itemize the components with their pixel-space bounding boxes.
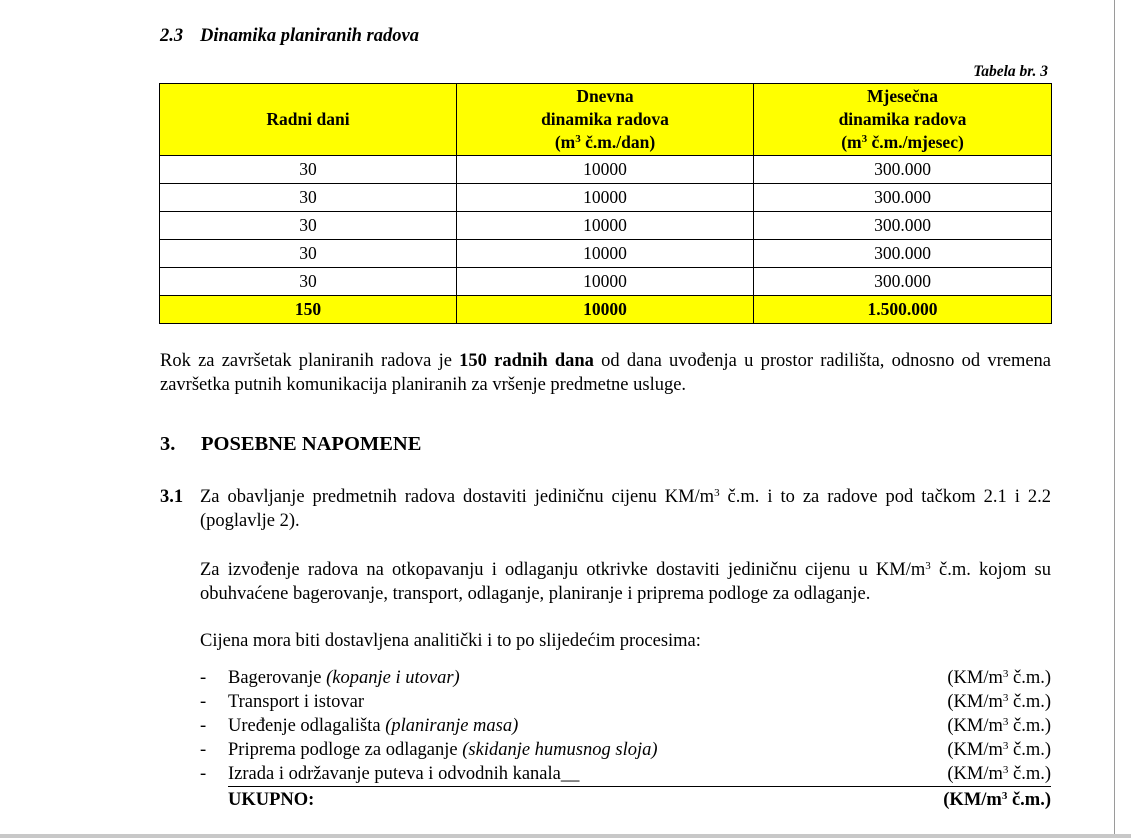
header-monthly-unit: ($m^3$ č.m./mjesec) (841, 132, 964, 152)
table-row (160, 268, 1052, 296)
header-daily-line1: Dnevna (576, 86, 634, 106)
cell-days: 30 (160, 212, 457, 240)
total-row (200, 788, 1051, 812)
cell-daily: 10000 (457, 268, 754, 296)
table-row (160, 212, 1052, 240)
cell-monthly: 300.000 (754, 184, 1052, 212)
subsection-number: 3.1 (160, 487, 184, 507)
header-monthly-line2: dinamika radova (838, 109, 967, 129)
list-item (200, 714, 1051, 738)
header-working-days: Radni dani (160, 84, 457, 156)
process-label: Izrada i održavanje puteva i odvodnih kanala__ (228, 764, 580, 784)
process-unit: ($KM/m^3$ č.m.) (947, 764, 1051, 784)
heading-posebne-napomene (160, 433, 421, 456)
process-label: Transport i istovar (228, 692, 365, 712)
process-label: Priprema podloge za odlaganje (skidanje humusnog sloja) (228, 740, 658, 760)
cell-daily: 10000 (457, 212, 754, 240)
process-label: Bagerovanje (kopanje i utovar) (228, 668, 460, 688)
list-dash: - (200, 764, 207, 784)
section-title-text: Dinamika planiranih radova (200, 26, 419, 46)
cell-monthly: 300.000 (754, 268, 1052, 296)
list-item (200, 738, 1051, 762)
cell-monthly: 300.000 (754, 240, 1052, 268)
total-daily: 10000 (457, 296, 754, 324)
cell-daily: 10000 (457, 184, 754, 212)
table-total-row (160, 296, 1052, 324)
table-caption: Tabela br. 3 (973, 63, 1048, 80)
list-item (200, 762, 1051, 786)
list-item (200, 690, 1051, 714)
header-monthly-line1: Mjesečna (867, 86, 938, 106)
deadline-paragraph: Rok za završetak planiranih radova je 150 radnih dana od dana uvođenja u prostor radilišta, odnosno od vremena završetka putnih komunikacija planiranih za vršenje predmetne usluge. (160, 351, 1052, 395)
cell-daily: 10000 (457, 156, 754, 184)
process-unit: ($KM/m^3$ č.m.) (947, 740, 1051, 760)
list-dash: - (200, 716, 207, 736)
table-row (160, 240, 1052, 268)
page-bottom-edge (0, 834, 1131, 838)
cell-monthly: 300.000 (754, 212, 1052, 240)
cell-days: 30 (160, 184, 457, 212)
table-row (160, 156, 1052, 184)
process-label: Uređenje odlagališta (planiranje masa) (228, 716, 519, 736)
heading-number: 3. (160, 433, 176, 455)
list-dash: - (200, 692, 207, 712)
list-dash: - (200, 668, 207, 688)
paragraph-excavation: Za izvođenje radova na otkopavanju i odlaganju otkrivke dostaviti jediničnu cijenu u $KM/m^3$ č.m. kojom su obuhvaćene bagerovanje, transport, odlaganje, planiranje i priprema podloge za odlaganje. (200, 560, 1051, 604)
cell-daily: 10000 (457, 240, 754, 268)
cell-days: 30 (160, 240, 457, 268)
deadline-days: 150 radnih dana (459, 351, 594, 371)
header-daily-dynamics (457, 84, 754, 156)
header-daily-line2: dinamika radova (541, 109, 669, 129)
vertical-scrollbar[interactable] (1114, 0, 1131, 838)
paragraph-unit-price: Za obavljanje predmetnih radova dostaviti jediničnu cijenu $KM/m^3$ č.m. i to za radove pod tačkom 2.1 i 2.2 (poglavlje 2). (200, 487, 1051, 531)
list-dash: - (200, 740, 207, 760)
header-daily-unit: ($m^3$ č.m./dan) (554, 132, 656, 152)
process-unit: ($KM/m^3$ č.m.) (947, 668, 1051, 688)
paragraph-analytic: Cijena mora biti dostavljena analitički i to po slijedećim procesima: (200, 631, 701, 651)
total-days: 150 (160, 296, 457, 324)
section-number: 2.3 (160, 26, 184, 46)
list-item (200, 666, 1051, 690)
cell-days: 30 (160, 268, 457, 296)
total-label: UKUPNO: (228, 790, 315, 810)
cell-days: 30 (160, 156, 457, 184)
header-monthly-dynamics (754, 84, 1052, 156)
table-row (160, 184, 1052, 212)
table-header-row (160, 84, 1052, 156)
total-unit: ($KM/m^3$ č.m.) (943, 790, 1051, 810)
process-unit: ($KM/m^3$ č.m.) (947, 692, 1051, 712)
cell-monthly: 300.000 (754, 156, 1052, 184)
process-unit: ($KM/m^3$ č.m.) (947, 716, 1051, 736)
total-divider (228, 786, 1051, 787)
dynamics-table (159, 83, 1052, 324)
heading-title: POSEBNE NAPOMENE (201, 433, 422, 455)
total-monthly: 1.500.000 (754, 296, 1052, 324)
section-title (160, 26, 419, 47)
